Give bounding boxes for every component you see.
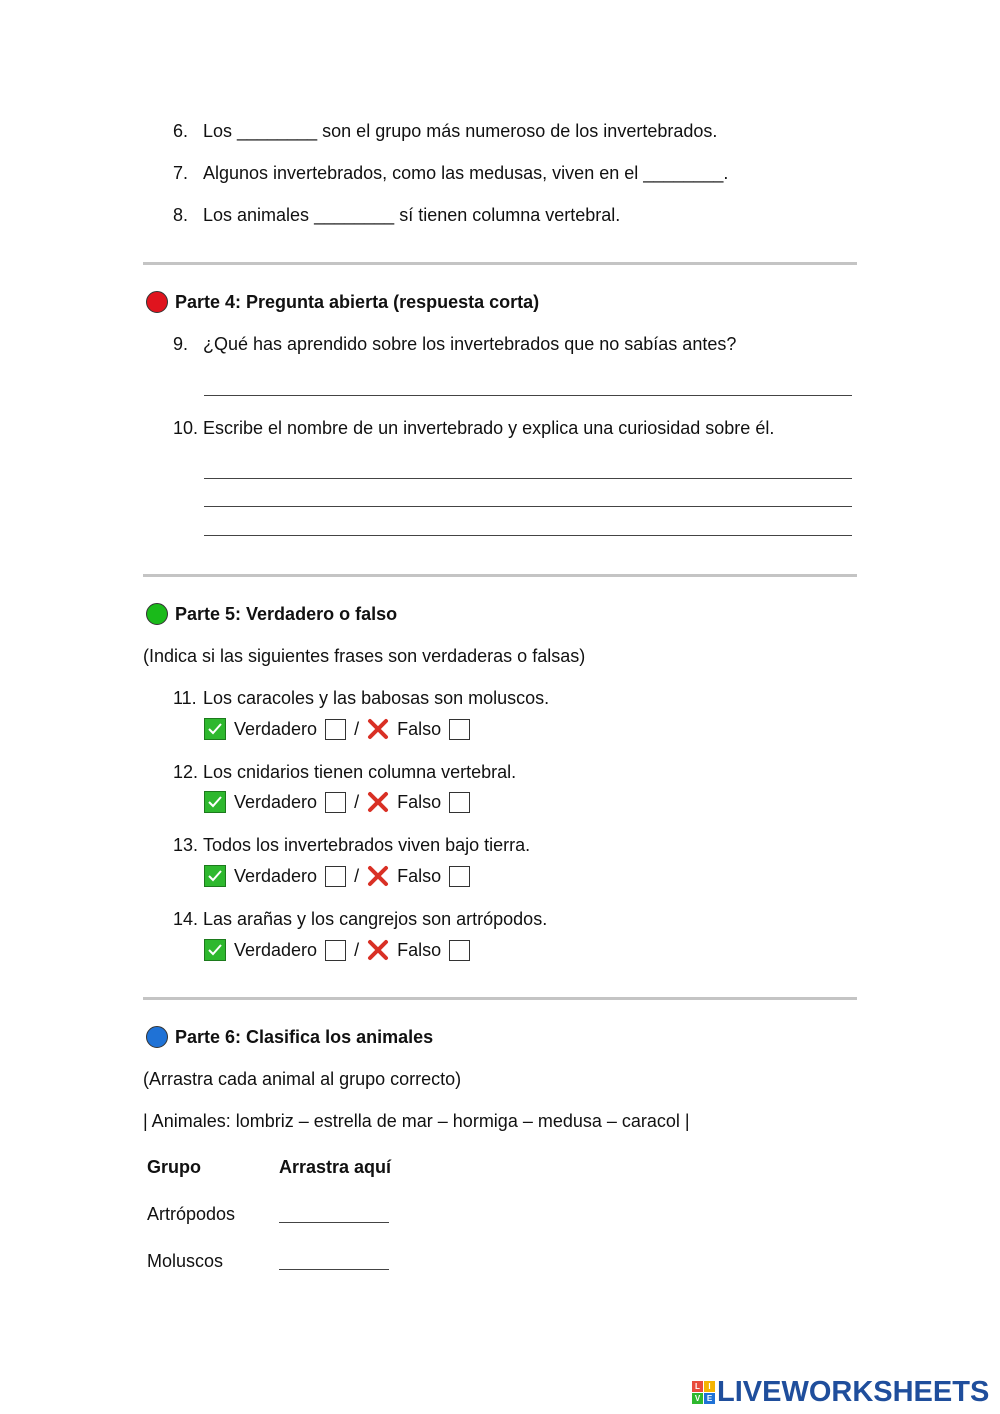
item-number: 8. xyxy=(173,205,189,225)
liveworksheets-logo xyxy=(692,1376,989,1409)
false-checkbox[interactable] xyxy=(449,866,470,887)
item-number: 6. xyxy=(173,121,189,141)
part5-instruction: (Indica si las siguientes frases son verdaderas o falsas) xyxy=(143,646,586,666)
false-checkbox[interactable] xyxy=(449,719,470,740)
blank-input[interactable]: ________ xyxy=(643,163,724,183)
tf-options xyxy=(204,790,470,814)
tf-options xyxy=(204,864,470,888)
question-text: ¿Qué has aprendido sobre los invertebrados que no sabías antes? xyxy=(203,334,737,354)
item-text-before: Algunos invertebrados, como las medusas, viven en el xyxy=(203,163,639,183)
logo-text: LIVEWORKSHEETS xyxy=(717,1376,990,1408)
true-checkbox[interactable] xyxy=(325,866,346,887)
question-text: Los caracoles y las babosas son moluscos. xyxy=(203,688,550,708)
true-label: Verdadero xyxy=(234,865,318,886)
answer-line-q10-1[interactable] xyxy=(204,478,852,479)
true-checkbox[interactable] xyxy=(325,719,346,740)
item-number: 13. xyxy=(173,835,199,855)
section-divider xyxy=(143,997,857,1000)
question-text: Las arañas y los cangrejos son artrópodos. xyxy=(203,909,548,929)
tf-question xyxy=(173,834,530,856)
separator: / xyxy=(354,791,360,812)
fill-item-6 xyxy=(173,120,717,142)
green-circle-icon xyxy=(146,603,168,625)
question-9 xyxy=(173,333,736,355)
true-label: Verdadero xyxy=(234,939,318,960)
part6-instruction: (Arrastra cada animal al grupo correcto) xyxy=(143,1069,462,1089)
true-label: Verdadero xyxy=(234,791,318,812)
question-text: Los cnidarios tienen columna vertebral. xyxy=(203,762,517,782)
group-label-arthropods: Artrópodos xyxy=(147,1204,236,1224)
column-header-drop: Arrastra aquí xyxy=(279,1157,392,1177)
item-text-after: . xyxy=(723,163,729,183)
section-divider xyxy=(143,262,857,265)
cross-mark-icon xyxy=(367,791,389,813)
part6-title: Parte 6: Clasifica los animales xyxy=(175,1027,434,1047)
item-text-after: sí tienen columna vertebral. xyxy=(399,205,621,225)
item-number: 9. xyxy=(173,334,189,354)
item-text-after: son el grupo más numeroso de los invertebrados. xyxy=(322,121,718,141)
item-number: 12. xyxy=(173,762,199,782)
tf-question xyxy=(173,761,516,783)
cross-mark-icon xyxy=(367,718,389,740)
answer-line-q9[interactable] xyxy=(204,395,852,396)
item-text-before: Los xyxy=(203,121,233,141)
fill-item-8 xyxy=(173,204,620,226)
true-label: Verdadero xyxy=(234,718,318,739)
cross-mark-icon xyxy=(367,939,389,961)
item-number: 14. xyxy=(173,909,199,929)
item-text-before: Los animales xyxy=(203,205,310,225)
check-mark-icon xyxy=(204,791,226,813)
check-mark-icon xyxy=(204,865,226,887)
false-label: Falso xyxy=(397,865,442,886)
true-checkbox[interactable] xyxy=(325,940,346,961)
check-mark-icon xyxy=(204,939,226,961)
blank-input[interactable]: ________ xyxy=(237,121,318,141)
question-text: Todos los invertebrados viven bajo tierra. xyxy=(203,835,531,855)
blank-input[interactable]: ________ xyxy=(314,205,395,225)
false-label: Falso xyxy=(397,939,442,960)
false-checkbox[interactable] xyxy=(449,792,470,813)
fill-item-7 xyxy=(173,162,728,184)
part5-title: Parte 5: Verdadero o falso xyxy=(175,604,398,624)
animals-list: | Animales: lombriz – estrella de mar – hormiga – medusa – caracol | xyxy=(143,1111,690,1131)
separator: / xyxy=(354,718,360,739)
question-text: Escribe el nombre de un invertebrado y explica una curiosidad sobre él. xyxy=(203,418,775,438)
column-header-group: Grupo xyxy=(147,1157,201,1177)
answer-line-q10-3[interactable] xyxy=(204,535,852,536)
group-label-molluscs: Moluscos xyxy=(147,1251,224,1271)
drop-zone-molluscs[interactable] xyxy=(279,1269,389,1270)
separator: / xyxy=(354,939,360,960)
false-label: Falso xyxy=(397,718,442,739)
false-label: Falso xyxy=(397,791,442,812)
item-number: 7. xyxy=(173,163,189,183)
false-checkbox[interactable] xyxy=(449,940,470,961)
question-10 xyxy=(173,417,774,439)
tf-options xyxy=(204,717,470,741)
check-mark-icon xyxy=(204,718,226,740)
separator: / xyxy=(354,865,360,886)
red-circle-icon xyxy=(146,291,168,313)
item-number: 11. xyxy=(173,688,197,708)
tf-question xyxy=(173,687,549,709)
answer-line-q10-2[interactable] xyxy=(204,506,852,507)
item-number: 10. xyxy=(173,418,199,438)
tf-question xyxy=(173,908,547,930)
cross-mark-icon xyxy=(367,865,389,887)
true-checkbox[interactable] xyxy=(325,792,346,813)
drop-zone-arthropods[interactable] xyxy=(279,1222,389,1223)
section-divider xyxy=(143,574,857,577)
tf-options xyxy=(204,938,470,962)
logo-mark-icon: L I V E xyxy=(692,1381,715,1404)
part4-title: Parte 4: Pregunta abierta (respuesta corta) xyxy=(175,292,540,312)
blue-circle-icon xyxy=(146,1026,168,1048)
